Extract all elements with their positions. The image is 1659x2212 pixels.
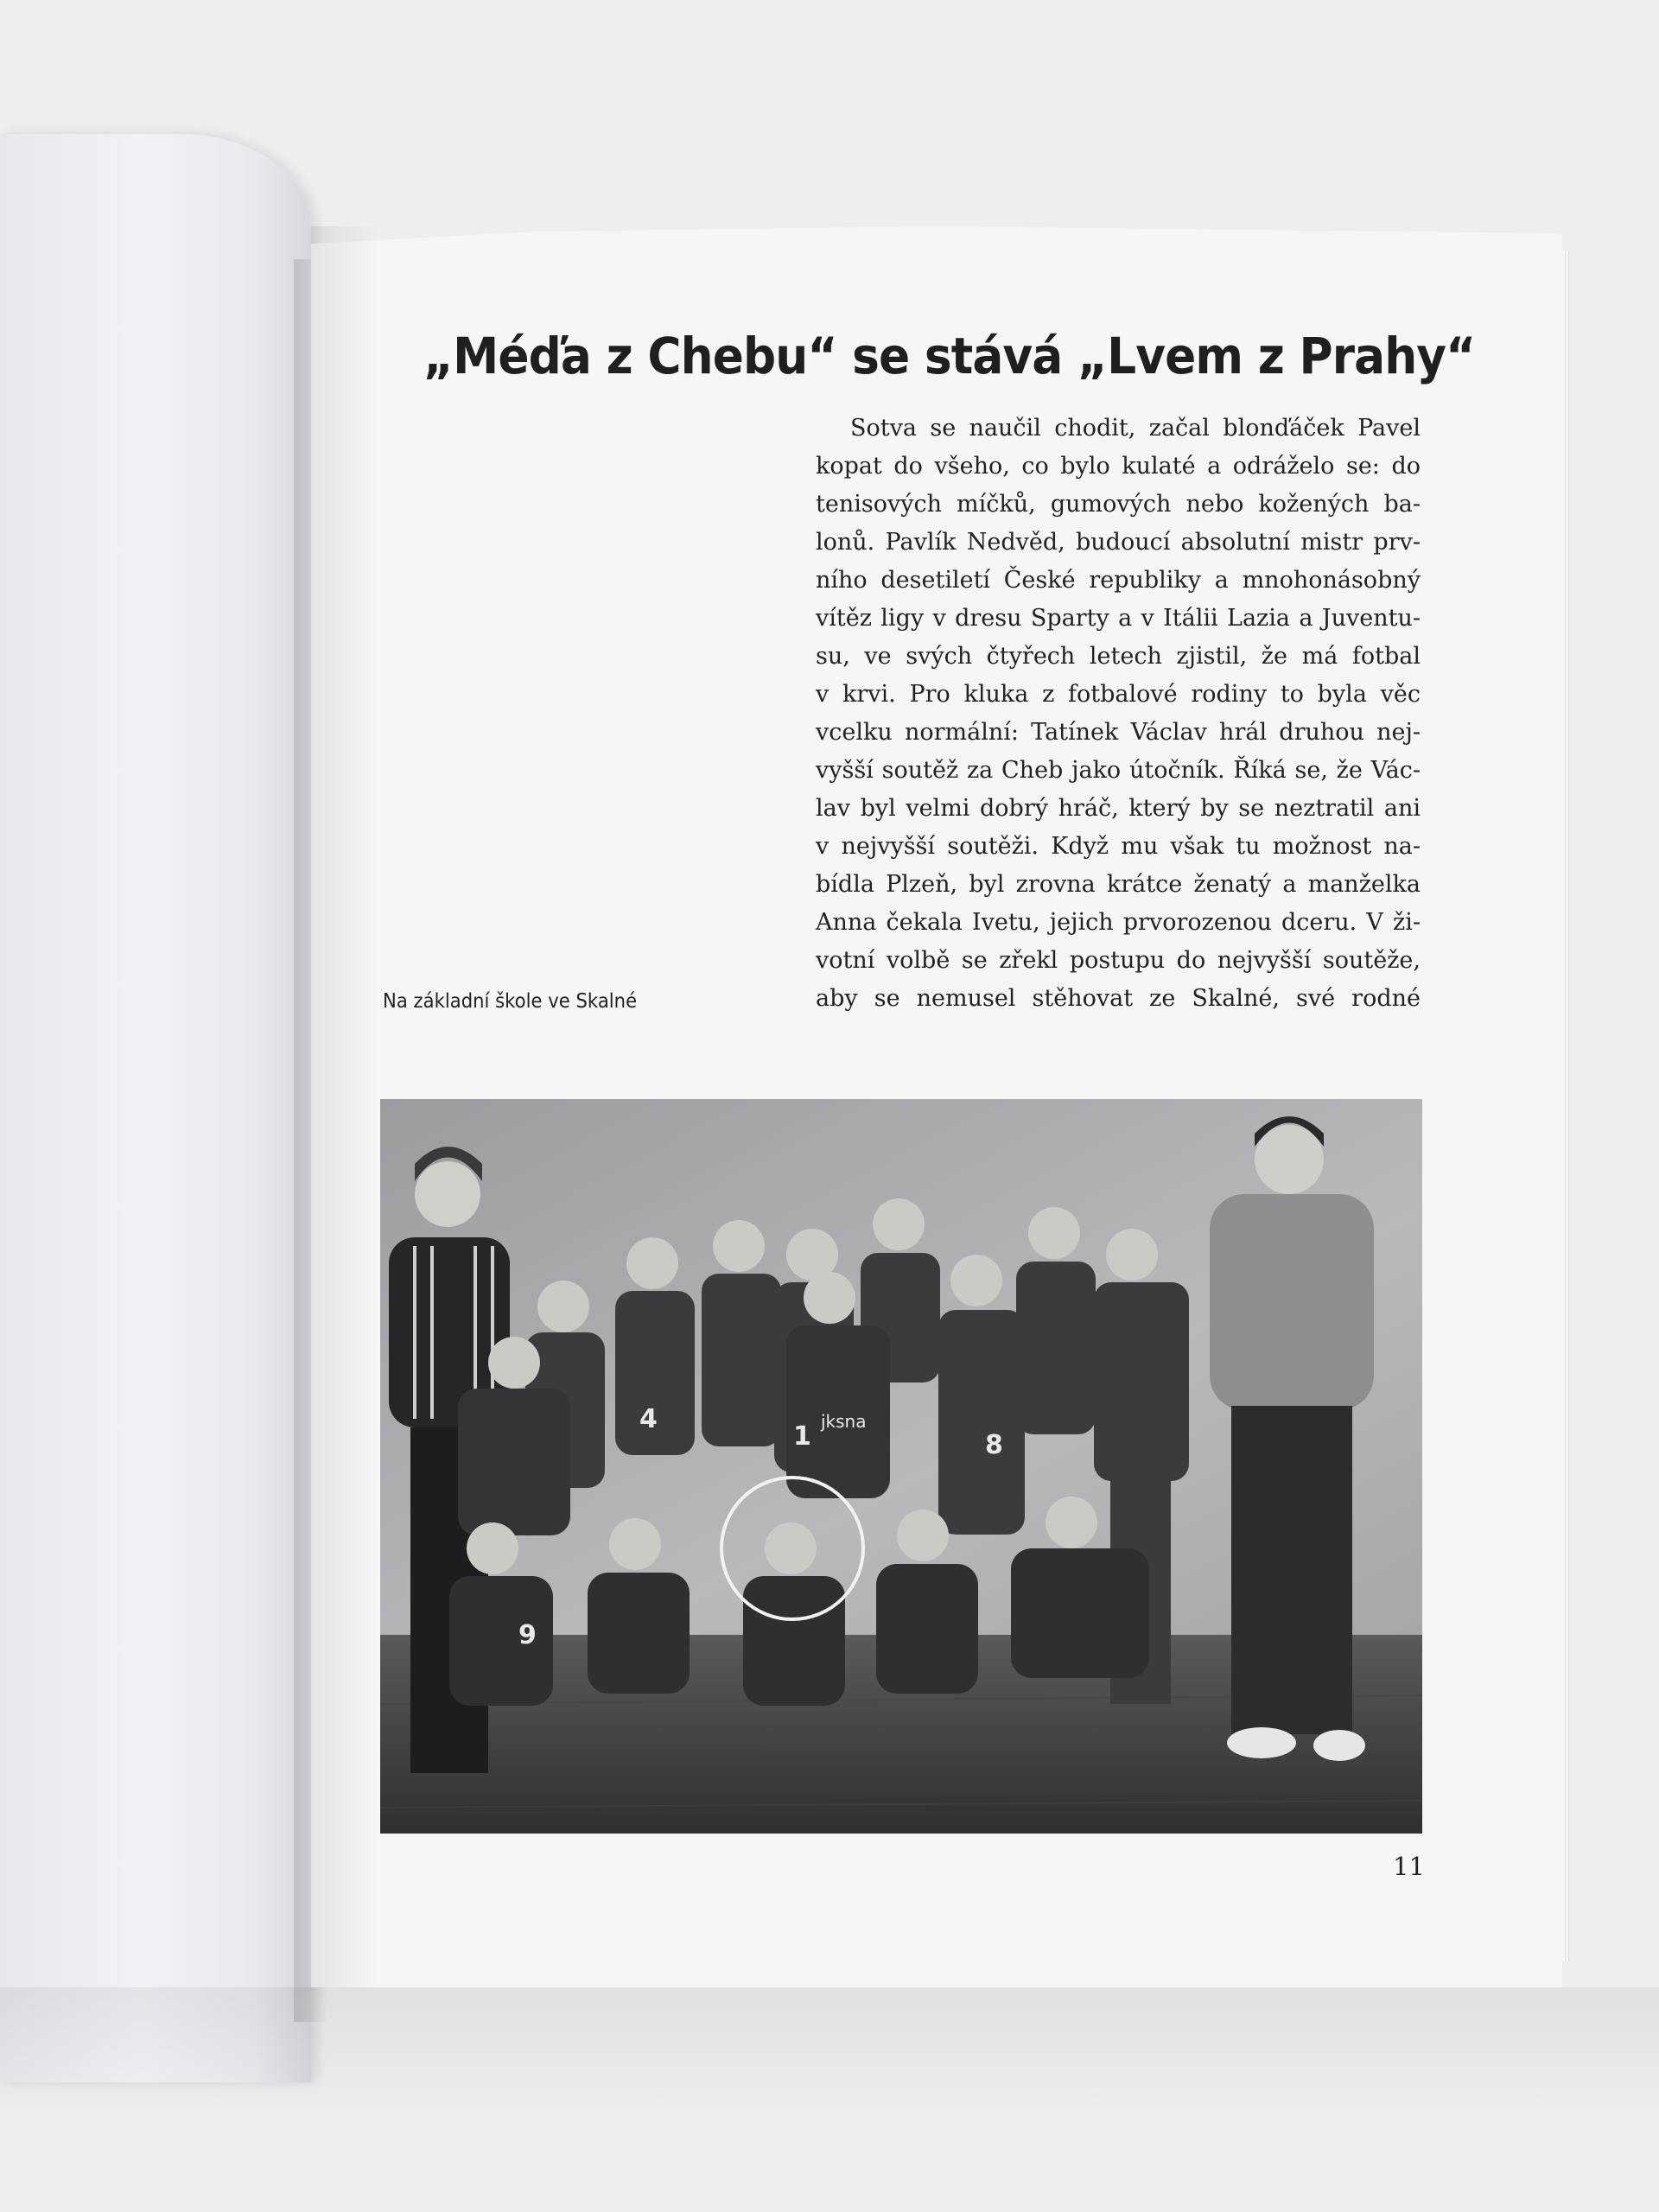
body-line: Sotva se naučil chodit, začal blonďáček Pavel <box>850 415 1421 442</box>
body-line: vyšší soutěž za Cheb jako útočník. Říká se, že Vác- <box>816 757 1421 784</box>
team-photo-drawing <box>380 1099 1422 1834</box>
body-line: lonů. Pavlík Nedvěd, budoucí absolutní mistr prv- <box>816 529 1421 556</box>
coach-right-figure <box>1210 1116 1374 1761</box>
body-line: su, ve svých čtyřech letech zjistil, že má fotbal <box>816 643 1421 670</box>
body-line: vítěz ligy v dresu Sparty a v Itálii Lazia a Juventu- <box>816 605 1421 632</box>
page-number: 11 <box>1393 1852 1425 1881</box>
jersey-club-mark: jksna <box>821 1411 867 1432</box>
jersey-number-9: 9 <box>518 1620 537 1650</box>
body-line: aby se nemusel stěhovat ze Skalné, své rodné <box>816 985 1421 1012</box>
jersey-number-1: 1 <box>793 1421 811 1452</box>
team-photo <box>380 1099 1422 1834</box>
body-line: vcelku normální: Tatínek Václav hrál druhou nej- <box>816 719 1421 746</box>
body-line: kopat do všeho, co bylo kulaté a odráželo se: do <box>816 453 1421 480</box>
body-line: lav byl velmi dobrý hráč, který by se neztratil ani <box>816 795 1421 822</box>
page-shade <box>311 226 380 1987</box>
body-line: v nejvyšší soutěži. Když mu však tu možnost na- <box>816 833 1421 860</box>
body-line: votní volbě se zřekl postupu do nejvyšší soutěže, <box>816 947 1421 974</box>
table-surface <box>0 1987 1659 2212</box>
photo-caption: Na základní škole ve Skalné <box>383 990 638 1013</box>
body-line: ního desetiletí České republiky a mnohonásobný <box>816 567 1421 594</box>
body-paragraph <box>816 410 1421 1018</box>
chapter-title: „Méďa z Chebu“ se stává „Lvem z Prahy“ <box>423 327 1476 385</box>
body-line: bídla Plzeň, byl zrovna krátce ženatý a manželka <box>816 871 1421 898</box>
body-line: Anna čekala Ivetu, jejich prvorozenou dceru. V ži- <box>816 909 1421 936</box>
jersey-number-4: 4 <box>639 1404 658 1434</box>
jersey-number-8: 8 <box>985 1430 1003 1460</box>
left-page <box>0 134 311 2082</box>
body-line: v krvi. Pro kluka z fotbalové rodiny to byla věc <box>816 681 1421 708</box>
body-line: tenisových míčků, gumových nebo kožených ba- <box>816 491 1421 518</box>
